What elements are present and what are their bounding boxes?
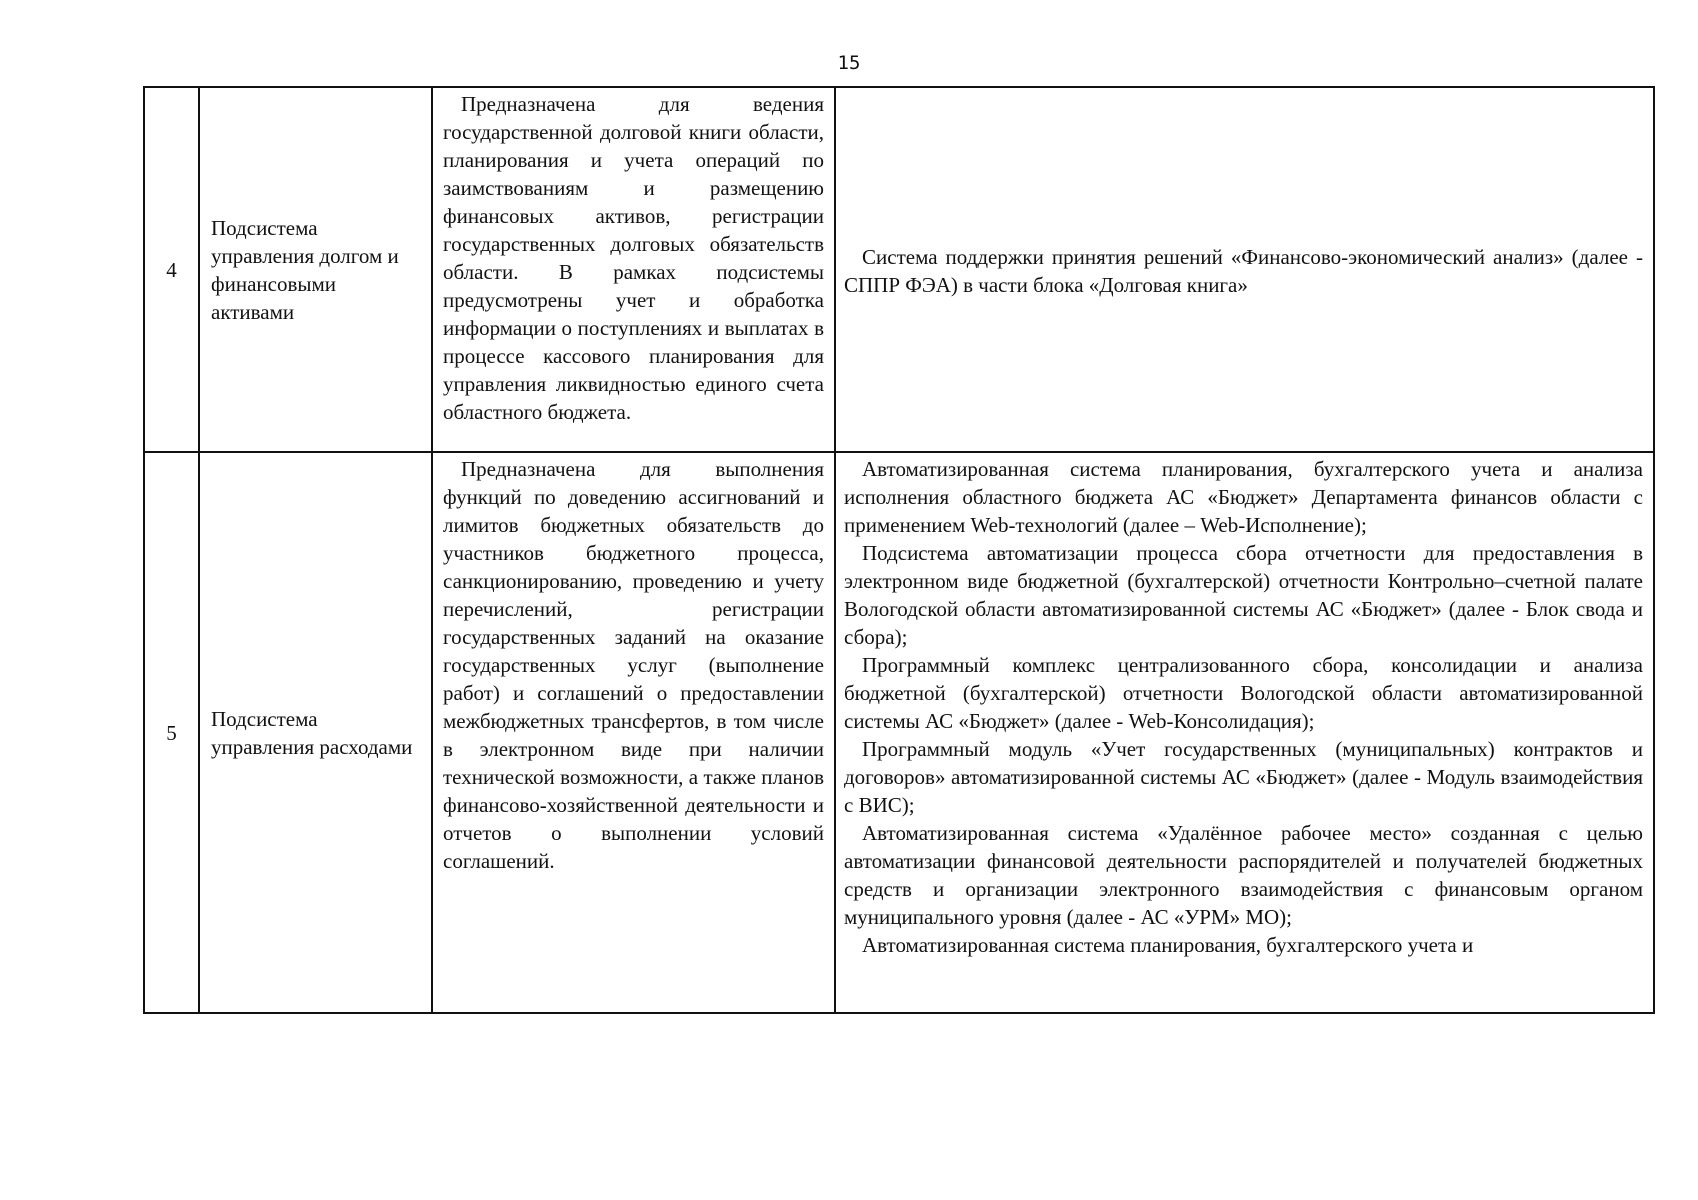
system-item: Система поддержки принятия решений «Финансово-экономический анализ» (далее - СППР ФЭА) в части блока «Долговая книга» [844,244,1643,297]
table-row [144,87,1654,452]
page-number: 15 [837,52,861,74]
description-text: Предназначена для ведения государственной долговой книги области, планирования и учета операций по заимствованиям и размещению финансовых активов, регистрации государственных долговых обязательств области. В рамках подсистемы предусмотрены учет и обработка информации о поступлениях и выплатах в процессе кассового планирования для управления ликвидностью единого счета областного бюджета. [443,92,824,424]
subsystem-name: Подсистема управления расходами [199,452,432,1013]
system-item: Автоматизированная система планирования, бухгалтерского учета и [862,933,1474,957]
system-item: Программный модуль «Учет государственных (муниципальных) контрактов и договоров» автоматизированной системы АС «Бюджет» (далее - Модуль взаимодействия с ВИС); [844,737,1643,817]
system-item: Автоматизированная система «Удалённое рабочее место» созданная с целью автоматизации финансовой деятельности распорядителей и получателей бюджетных средств и организации электронного взаимодействия с финансовым органом муниципального уровня (далее - АС «УРМ» МО); [844,821,1643,929]
system-item: Подсистема автоматизации процесса сбора отчетности для предоставления в электронном виде бюджетной (бухгалтерской) отчетности Контрольно–счетной палате Вологодской области автоматизированной системы АС «Бюджет» (далее - Блок свода и сбора); [844,541,1643,649]
table-row [144,452,1654,1013]
subsystems-table [143,86,1655,1014]
row-number: 4 [144,87,199,452]
description-text: Предназначена для выполнения функций по доведению ассигнований и лимитов бюджетных обязательств до участников бюджетного процесса, санкционированию, проведению и учету перечислений, регистрации государственных заданий на оказание государственных услуг (выполнение работ) и соглашений о предоставлении межбюджетных трансфертов, в том числе в электронном виде при наличии технической возможности, а также планов финансово-хозяйственной деятельности и отчетов о выполнении условий соглашений. [443,457,824,873]
subsystem-name: Подсистема управления долгом и финансовыми активами [199,87,432,452]
system-item: Автоматизированная система планирования, бухгалтерского учета и анализа исполнения областного бюджета АС «Бюджет» Департамента финансов области с применением Web-технологий (далее – Web-Исполнение); [844,457,1643,537]
system-item: Программный комплекс централизованного сбора, консолидации и анализа бюджетной (бухгалтерской) отчетности Вологодской области автоматизированной системы АС «Бюджет» (далее - Web-Консолидация); [844,653,1643,733]
systems-cell [835,452,1654,1013]
row-number: 5 [144,452,199,1013]
systems-cell [835,87,1654,452]
subsystem-description [432,87,835,452]
subsystem-description [432,452,835,1013]
